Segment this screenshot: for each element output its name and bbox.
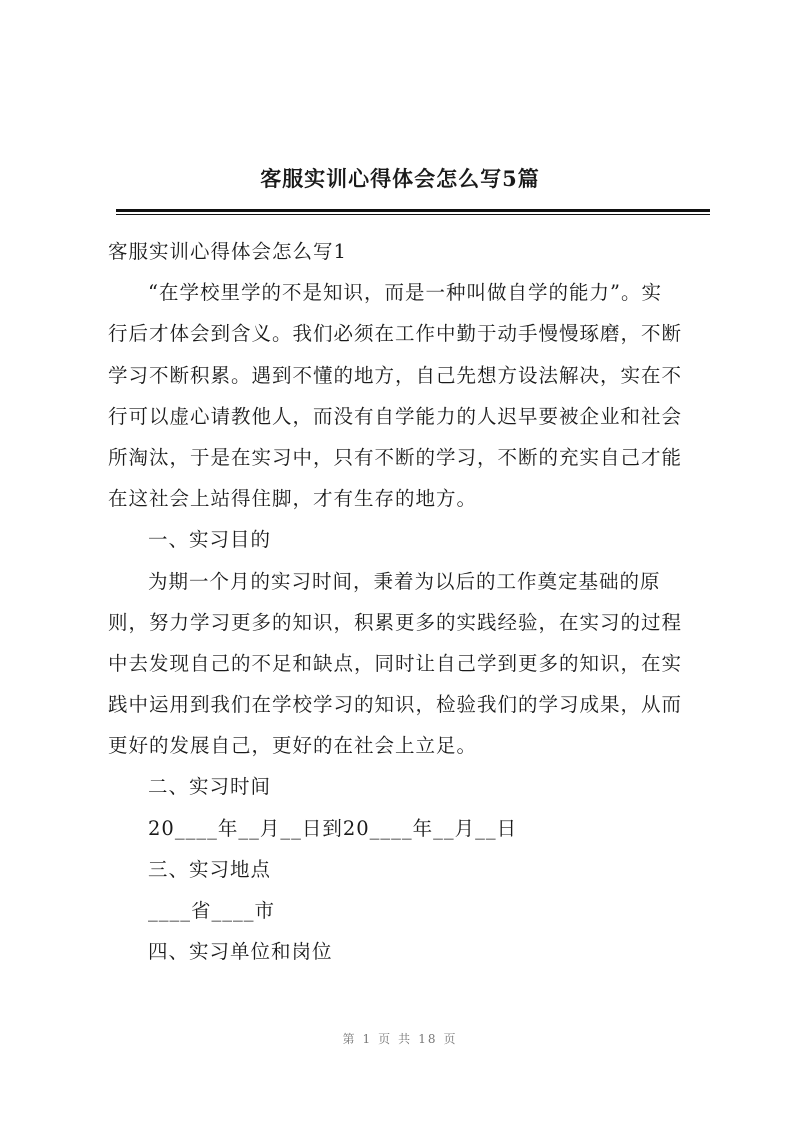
footer-page-number: 1: [362, 1032, 373, 1046]
body-line: 行可以虚心请教他人，而没有自学能力的人迟早要被企业和社会: [108, 404, 683, 428]
body-line: 行后才体会到含义。我们必须在工作中勤于动手慢慢琢磨，不断: [108, 322, 683, 346]
footer-page-unit: 页: [378, 1032, 393, 1046]
body-line: “在学校里学的不是知识，而是一种叫做自学的能力”。实: [148, 281, 662, 305]
title-rule-thick: [116, 209, 710, 212]
body-line: 在这社会上站得住脚，才有生存的地方。: [108, 487, 478, 511]
document-body: [108, 231, 712, 972]
body-line: 则，努力学习更多的知识，积累更多的实践经验，在实习的过程: [108, 610, 683, 634]
body-line: 客服实训心得体会怎么写1: [108, 240, 347, 263]
title-rule-thin: [116, 214, 710, 215]
body-line: 20____年__月__日到20____年__月__日: [148, 816, 518, 840]
footer-total-unit: 页: [443, 1032, 458, 1046]
body-line: 更好的发展自己，更好的在社会上立足。: [108, 734, 478, 758]
body-line: 一、实习目的: [148, 528, 272, 552]
body-line: 四、实习单位和岗位: [148, 940, 333, 964]
footer-page-label: 第: [342, 1032, 357, 1046]
document-title: 客服实训心得体会怎么写5篇: [260, 166, 540, 191]
body-line: 为期一个月的实习时间，秉着为以后的工作奠定基础的原: [148, 569, 661, 593]
page-footer: [0, 1030, 800, 1047]
body-line: 三、实习地点: [148, 857, 272, 881]
body-line: 中去发现自己的不足和缺点，同时让自己学到更多的知识，在实: [108, 651, 683, 675]
body-line: ____省____市: [148, 899, 276, 922]
body-line: 践中运用到我们在学校学习的知识，检验我们的学习成果，从而: [108, 693, 683, 717]
body-line: 二、实习时间: [148, 775, 272, 799]
body-line: 所淘汰，于是在实习中，只有不断的学习，不断的充实自己才能: [108, 445, 683, 469]
footer-total-pages: 18: [418, 1032, 438, 1046]
footer-total-label: 共: [398, 1032, 413, 1046]
body-line: 学习不断积累。遇到不懂的地方，自己先想方设法解决，实在不: [108, 363, 683, 387]
